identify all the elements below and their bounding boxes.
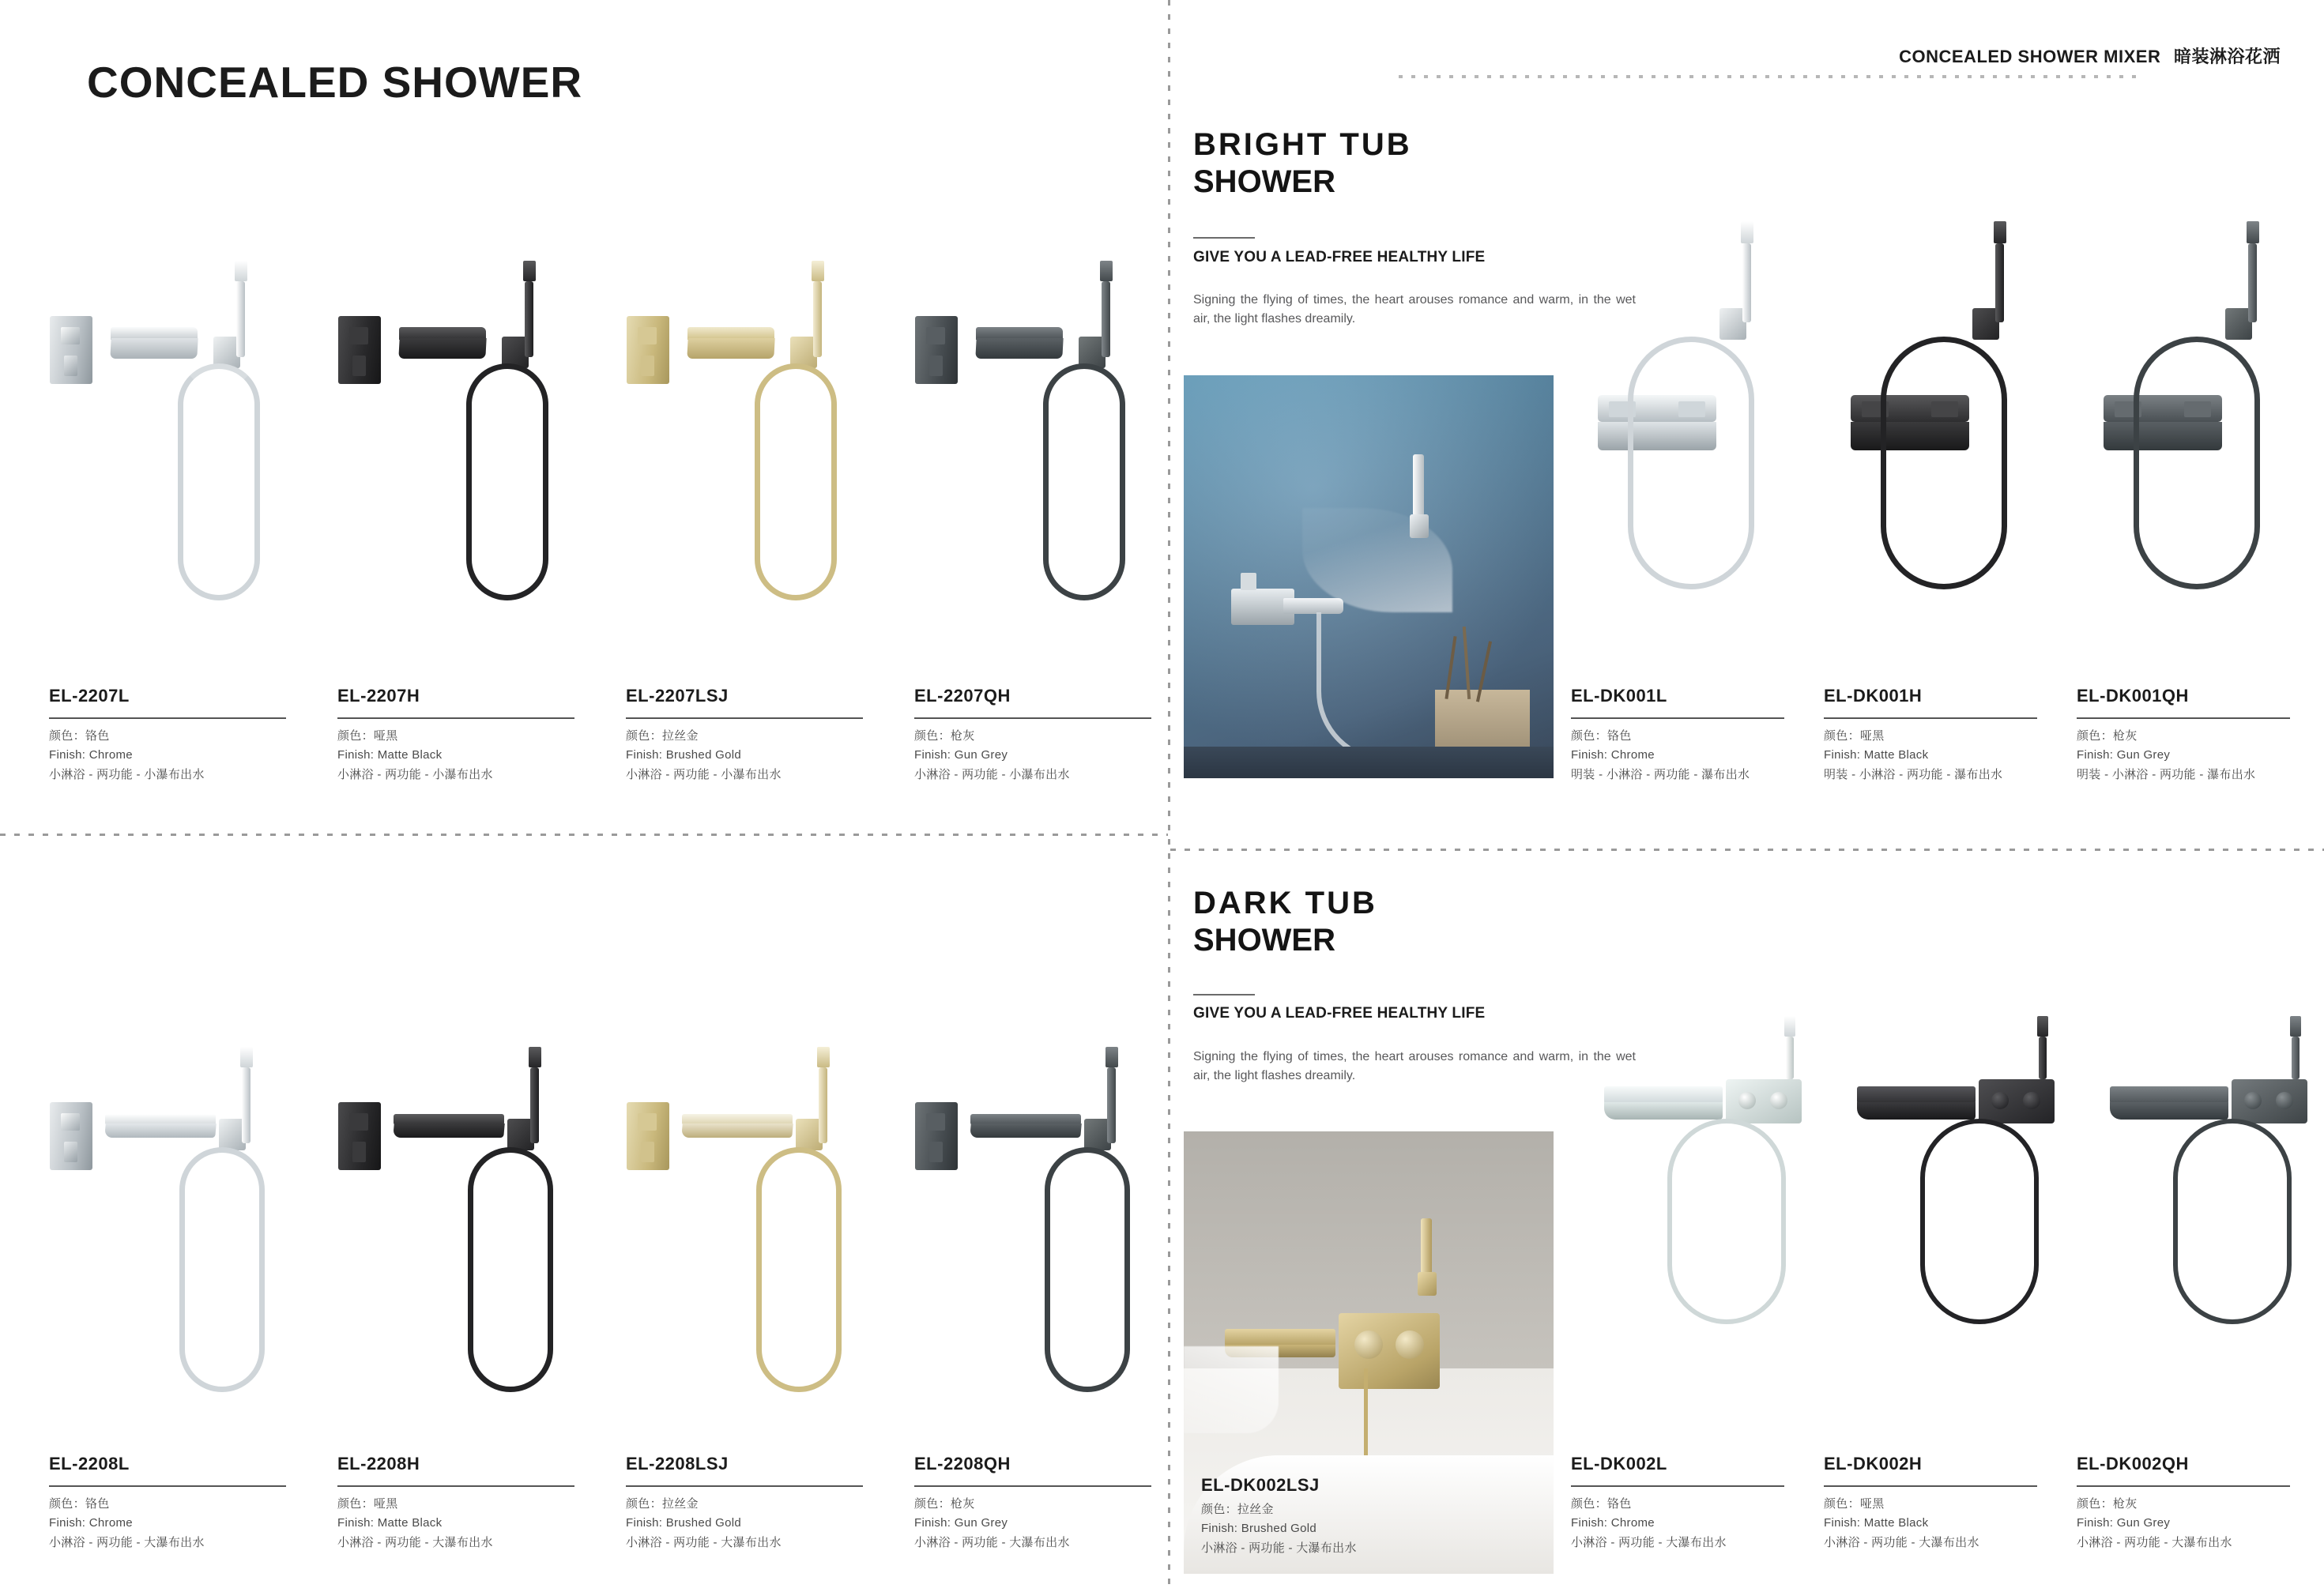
finish-label: Finish:	[626, 1516, 663, 1530]
product-image-el-2208qh	[909, 1059, 1162, 1438]
finish-value: Gun Grey	[2116, 1516, 2171, 1530]
dark-tub-title-line1: DARK TUB	[1193, 886, 1377, 920]
color-label: 颜色：	[337, 729, 374, 743]
product-code: EL-2207QH	[914, 686, 1011, 706]
color-label: 颜色：	[49, 729, 85, 743]
product-desc: 小淋浴 - 两功能 - 大瀑布出水	[1571, 1535, 1727, 1549]
dark-tub-rule	[1193, 994, 1255, 995]
product-image-el-2208lsj	[620, 1059, 873, 1438]
finish-label: Finish:	[49, 1516, 86, 1530]
color-label: 颜色：	[1824, 1497, 1860, 1511]
product-desc: 小淋浴 - 两功能 - 大瀑布出水	[626, 1535, 782, 1549]
product-code: EL-2208QH	[914, 1454, 1011, 1473]
product-desc: 小淋浴 - 两功能 - 小瀑布出水	[337, 767, 493, 781]
product-code: EL-DK001H	[1824, 686, 1923, 706]
dark-tub-subtitle: GIVE YOU A LEAD-FREE HEALTHY LIFE	[1193, 1005, 1486, 1022]
color-label: 颜色：	[1571, 729, 1607, 743]
product-image-el-2208l	[43, 1059, 296, 1438]
finish-label: Finish:	[2077, 748, 2114, 762]
bright-tub-subtitle: GIVE YOU A LEAD-FREE HEALTHY LIFE	[1193, 249, 1486, 265]
product-desc: 小淋浴 - 两功能 - 大瀑布出水	[914, 1535, 1070, 1549]
left-horizontal-divider	[0, 834, 1168, 836]
finish-label: Finish:	[1201, 1522, 1238, 1536]
color-value: 哑黑	[1859, 729, 1885, 743]
color-label: 颜色：	[626, 1497, 662, 1511]
product-image-el-dk001h	[1833, 182, 2094, 687]
section-header	[1899, 43, 2281, 68]
section-header-en: CONCEALED SHOWER MIXER	[1899, 47, 2161, 66]
dark-tub-title-line2: SHOWER	[1193, 923, 1335, 958]
finish-value: Gun Grey	[954, 1516, 1008, 1530]
product-desc: 明装 - 小淋浴 - 两功能 - 瀑布出水	[2077, 767, 2256, 781]
color-value: 拉丝金	[661, 1497, 699, 1511]
product-desc: 小淋浴 - 两功能 - 小瀑布出水	[914, 767, 1070, 781]
dark-tub-body: Signing the flying of times, the heart arouses romance and warm, in the wet air, the light flashes dreamily.	[1193, 1050, 1636, 1082]
color-label: 颜色：	[2077, 1497, 2113, 1511]
finish-label: Finish:	[337, 1516, 375, 1530]
color-value: 哑黑	[373, 729, 398, 743]
finish-value: Chrome	[1610, 1516, 1655, 1530]
product-image-el-2207lsj	[620, 261, 873, 640]
product-desc: 小淋浴 - 两功能 - 大瀑布出水	[1201, 1541, 1357, 1555]
color-label: 颜色：	[914, 1497, 951, 1511]
product-desc: 小淋浴 - 两功能 - 大瀑布出水	[49, 1535, 205, 1549]
finish-value: Gun Grey	[954, 748, 1008, 762]
color-value: 拉丝金	[661, 729, 699, 743]
finish-value: Gun Grey	[2116, 748, 2171, 762]
section-header-cn: 暗装淋浴花洒	[2173, 47, 2281, 66]
product-code: EL-DK001QH	[2077, 686, 2189, 706]
finish-value: Brushed Gold	[665, 1516, 742, 1530]
finish-value: Chrome	[89, 1516, 133, 1530]
finish-value: Matte Black	[377, 1516, 443, 1530]
color-value: 枪灰	[2112, 1497, 2138, 1511]
product-desc: 小淋浴 - 两功能 - 大瀑布出水	[2077, 1535, 2232, 1549]
product-image-el-2207l	[43, 261, 296, 640]
bright-tub-rule	[1193, 237, 1255, 239]
color-value: 铬色	[85, 1497, 110, 1511]
finish-label: Finish:	[914, 1516, 951, 1530]
color-label: 颜色：	[1201, 1503, 1237, 1517]
color-label: 颜色：	[49, 1497, 85, 1511]
finish-value: Brushed Gold	[665, 748, 742, 762]
color-value: 枪灰	[950, 729, 975, 743]
color-label: 颜色：	[1571, 1497, 1607, 1511]
bright-tub-body: Signing the flying of times, the heart arouses romance and warm, in the wet air, the light flashes dreamily.	[1193, 293, 1636, 326]
product-desc: 小淋浴 - 两功能 - 大瀑布出水	[1824, 1535, 1979, 1549]
finish-label: Finish:	[1824, 748, 1861, 762]
product-desc: 明装 - 小淋浴 - 两功能 - 瀑布出水	[1824, 767, 2003, 781]
product-code: EL-DK002QH	[2077, 1454, 2189, 1473]
product-image-el-2207qh	[909, 261, 1162, 640]
bright-tub-title-line2: SHOWER	[1193, 164, 1335, 200]
product-code: EL-2208LSJ	[626, 1454, 729, 1473]
product-desc: 小淋浴 - 两功能 - 大瀑布出水	[337, 1535, 493, 1549]
bright-tub-photo	[1184, 375, 1554, 778]
finish-value: Matte Black	[377, 748, 443, 762]
finish-label: Finish:	[1824, 1516, 1861, 1530]
color-label: 颜色：	[914, 729, 951, 743]
product-code: EL-2208H	[337, 1454, 420, 1473]
product-code: EL-DK002H	[1824, 1454, 1923, 1473]
finish-label: Finish:	[337, 748, 375, 762]
right-horizontal-divider	[1170, 849, 2324, 851]
color-value: 哑黑	[373, 1497, 398, 1511]
color-label: 颜色：	[626, 729, 662, 743]
dark-tub-photo-caption	[1201, 1475, 1357, 1558]
product-image-el-dk001qh	[2086, 182, 2324, 687]
product-code: EL-DK002L	[1571, 1454, 1667, 1473]
finish-label: Finish:	[1571, 1516, 1608, 1530]
color-value: 枪灰	[950, 1497, 975, 1511]
finish-label: Finish:	[2077, 1516, 2114, 1530]
color-value: 铬色	[1606, 1497, 1632, 1511]
dark-tub-photo	[1184, 1131, 1554, 1574]
product-image-el-2207h	[332, 261, 585, 640]
product-code: EL-DK001L	[1571, 686, 1667, 706]
color-label: 颜色：	[337, 1497, 374, 1511]
product-image-el-2208h	[332, 1059, 585, 1438]
product-code: EL-DK002LSJ	[1201, 1475, 1320, 1496]
finish-value: Chrome	[1610, 748, 1655, 762]
product-code: EL-2208L	[49, 1454, 130, 1473]
header-dot-row	[1399, 75, 2141, 78]
color-label: 颜色：	[1824, 729, 1860, 743]
product-code: EL-2207H	[337, 686, 420, 706]
color-value: 枪灰	[2112, 729, 2138, 743]
product-code: EL-2207L	[49, 686, 130, 706]
vertical-divider	[1168, 0, 1170, 1592]
color-label: 颜色：	[2077, 729, 2113, 743]
bright-tub-title	[1193, 126, 1412, 201]
finish-label: Finish:	[914, 748, 951, 762]
product-code: EL-2207LSJ	[626, 686, 729, 706]
color-value: 铬色	[85, 729, 110, 743]
product-image-el-dk001l	[1580, 182, 1841, 687]
bright-tub-title-line1: BRIGHT TUB	[1193, 127, 1412, 162]
finish-label: Finish:	[49, 748, 86, 762]
finish-label: Finish:	[626, 748, 663, 762]
color-value: 拉丝金	[1237, 1503, 1274, 1517]
product-desc: 小淋浴 - 两功能 - 小瀑布出水	[49, 767, 205, 781]
dark-tub-title	[1193, 885, 1377, 959]
finish-label: Finish:	[1571, 748, 1608, 762]
color-value: 铬色	[1606, 729, 1632, 743]
finish-value: Matte Black	[1863, 748, 1929, 762]
page-title: CONCEALED SHOWER	[87, 58, 583, 107]
finish-value: Chrome	[89, 748, 133, 762]
product-desc: 小淋浴 - 两功能 - 小瀑布出水	[626, 767, 782, 781]
product-desc: 明装 - 小淋浴 - 两功能 - 瀑布出水	[1571, 767, 1750, 781]
color-value: 哑黑	[1859, 1497, 1885, 1511]
finish-value: Brushed Gold	[1241, 1522, 1317, 1536]
finish-value: Matte Black	[1863, 1516, 1929, 1530]
